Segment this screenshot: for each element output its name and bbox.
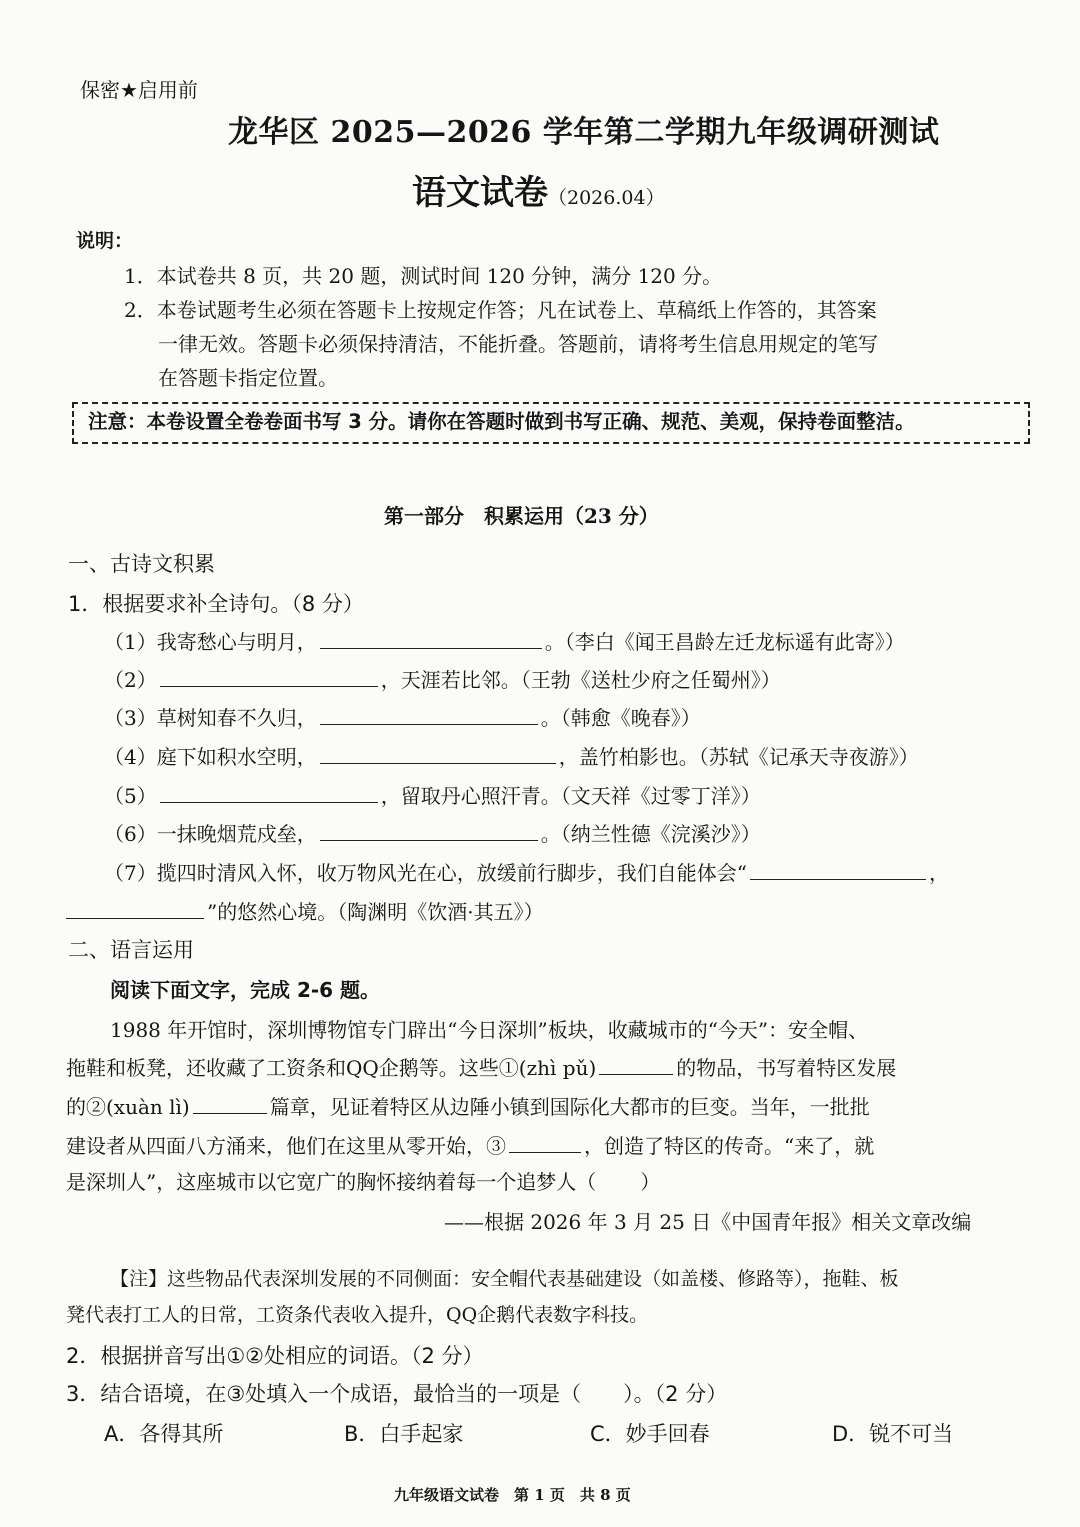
answer-blank[interactable] [320, 647, 542, 649]
instructions-heading: 说明： [76, 230, 134, 252]
answer-blank[interactable] [66, 917, 204, 919]
exam-subtitle: 语文试卷 [412, 173, 548, 213]
q1-item-7-cont: ”的悠然心境。（陶渊明《饮酒·其五》） [66, 902, 544, 922]
reading-intro: 阅读下面文字，完成 2-6 题。 [110, 978, 381, 1002]
passage-line-4: 建设者从四面八方涌来，他们在这里从零开始，③ ，创造了特区的传奇。“来了，就 [66, 1134, 875, 1158]
passage-line-3: 的②(xuàn lì) 篇章，见证着特区从边陲小镇到国际化大都市的巨变。当年，一批批 [66, 1095, 870, 1119]
q1-item-5: （5） ，留取丹心照汗青。（文天祥《过零丁洋》） [104, 784, 761, 808]
answer-blank[interactable] [750, 878, 926, 880]
q1-item-4: （4）庭下如积水空明， ，盖竹柏影也。（苏轼《记承天寺夜游》） [104, 745, 919, 769]
answer-blank[interactable] [320, 839, 538, 841]
notice-text: 注意：本卷设置全卷卷面书写 3 分。请你在答题时做到书写正确、规范、美观，保持卷面整洁。 [88, 410, 915, 433]
note-line-1: 【注】这些物品代表深圳发展的不同侧面：安全帽代表基础建设（如盖楼、修路等），拖鞋、板 [110, 1268, 899, 1290]
instruction-item-2-end: 在答题卡指定位置。 [158, 366, 338, 390]
q1-item-1: （1）我寄愁心与明月， 。（李白《闻王昌龄左迁龙标遥有此寄》） [104, 630, 905, 654]
answer-blank[interactable] [320, 723, 538, 725]
question-2: 2．根据拼音写出①②处相应的词语。（2 分） [66, 1344, 484, 1368]
instruction-item-1: 1．本试卷共 8 页，共 20 题，测试时间 120 分钟，满分 120 分。 [124, 264, 723, 288]
q1-item-6: （6）一抹晚烟荒戍垒， 。（纳兰性德《浣溪沙》） [104, 822, 761, 846]
answer-blank[interactable] [193, 1112, 267, 1114]
note-line-2: 凳代表打工人的日常，工资条代表收入提升，QQ企鹅代表数字科技。 [66, 1304, 649, 1326]
q1-item-3: （3）草树知春不久归， 。（韩愈《晚春》） [104, 706, 701, 730]
exam-date: （2026.04） [548, 187, 665, 209]
part1-heading: 第一部分 积累运用（23 分） [384, 504, 659, 528]
exam-subtitle-row [412, 173, 665, 213]
answer-blank[interactable] [599, 1073, 673, 1075]
instruction-item-2: 2．本卷试题考生必须在答题卡上按规定作答；凡在试卷上、草稿纸上作答的，其答案 [124, 298, 877, 322]
section-2-heading: 二、语言运用 [68, 938, 194, 962]
passage-line-1: 1988 年开馆时，深圳博物馆专门辟出“今日深圳”板块，收藏城市的“今天”：安全帽、 [110, 1018, 869, 1042]
answer-blank[interactable] [160, 801, 378, 803]
q1-item-7: （7）揽四时清风入怀，收万物风光在心，放缓前行脚步，我们自能体会“ ， [104, 861, 949, 885]
q3-option-c[interactable]: C．妙手回春 [590, 1422, 710, 1446]
answer-blank[interactable] [509, 1151, 581, 1153]
passage-line-5: 是深圳人”，这座城市以它宽广的胸怀接纳着每一个追梦人（ ） [66, 1170, 661, 1194]
question-3: 3．结合语境，在③处填入一个成语，最恰当的一项是（ ）。（2 分） [66, 1382, 728, 1406]
instruction-item-2-cont: 一律无效。答题卡必须保持清洁，不能折叠。答题前，请将考生信息用规定的笔写 [158, 332, 878, 356]
page-footer: 九年级语文试卷 第 1 页 共 8 页 [394, 1486, 631, 1504]
question-1: 1．根据要求补全诗句。（8 分） [68, 592, 364, 616]
passage-line-2: 拖鞋和板凳，还收藏了工资条和QQ企鹅等。这些①(zhì pǔ) 的物品，书写着特区发展 [66, 1056, 897, 1080]
q3-option-b[interactable]: B．白手起家 [344, 1422, 464, 1446]
answer-blank[interactable] [320, 762, 556, 764]
q1-item-2: （2） ，天涯若比邻。（王勃《送杜少府之任蜀州》） [104, 668, 781, 692]
confidential-label: 保密★启用前 [80, 78, 198, 102]
section-1-heading: 一、古诗文积累 [68, 552, 215, 576]
q3-option-d[interactable]: D．锐不可当 [832, 1422, 954, 1446]
answer-blank[interactable] [160, 685, 378, 687]
q3-option-a[interactable]: A．各得其所 [104, 1422, 224, 1446]
passage-source: ——根据 2026 年 3 月 25 日《中国青年报》相关文章改编 [444, 1210, 972, 1234]
exam-title: 龙华区 2025—2026 学年第二学期九年级调研测试 [228, 115, 940, 150]
